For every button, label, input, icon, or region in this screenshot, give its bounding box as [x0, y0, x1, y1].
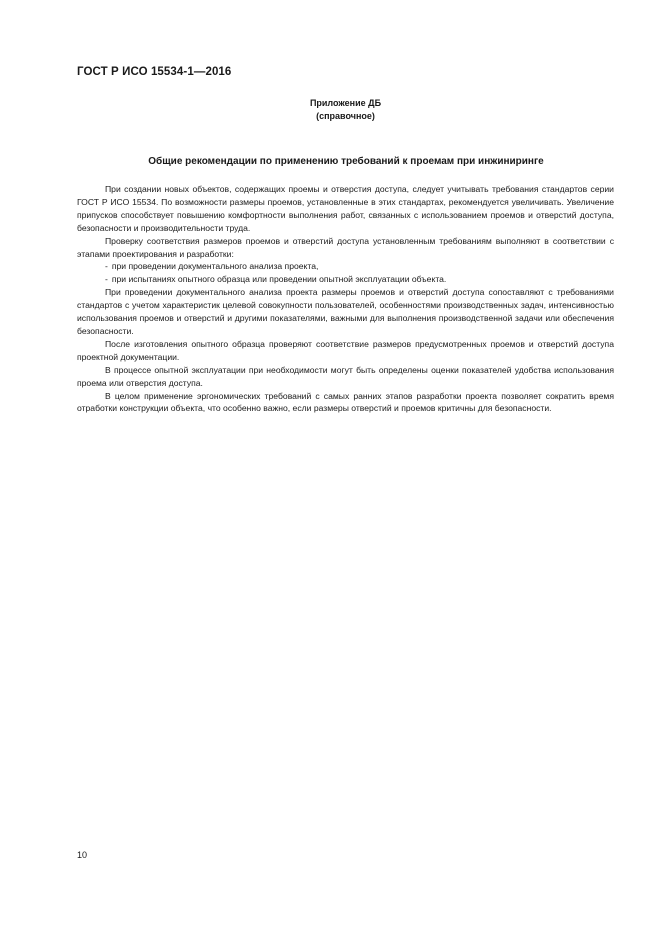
document-header-code: ГОСТ Р ИСО 15534-1—2016: [77, 66, 232, 78]
paragraph-3: При проведении документального анализа проекта размеры проемов и отверстий доступа сопоставляют с требованиями стандартов с учетом характеристик целевой совокупности пользователей, особенностями производственных задач, интенсивностью использования проемов и отверстий и другими показателями, важными для выполнения производственной задачи или обеспечения безопасности.: [77, 287, 614, 336]
paragraph-5: В процессе опытной эксплуатации при необходимости могут быть определены оценки показателей удобства использования проема или отверстия доступа.: [77, 364, 614, 388]
appendix-type: (справочное): [316, 111, 375, 121]
list-item: - при испытаниях опытного образца или проведении опытной эксплуатации объекта.: [105, 274, 447, 285]
list-marker: -: [105, 261, 108, 272]
appendix-heading: [0, 97, 661, 123]
paragraph-4: После изготовления опытного образца проверяют соответствие размеров предусмотренных проемов и отверстий доступа проектной документации.: [77, 338, 614, 362]
section-title: Общие рекомендации по применению требований к проемам при инжиниринге: [148, 156, 544, 167]
body-text: [77, 183, 614, 415]
paragraph-6: В целом применение эргономических требований с самых ранних этапов разработки проекта позволяет сократить время отработки конструкции объекта, что особенно важно, если размеры отверстий и проемов критичны для безопасности.: [77, 390, 614, 414]
list-marker: -: [105, 274, 108, 285]
page-number: 10: [77, 850, 88, 860]
paragraph-2: Проверку соответствия размеров проемов и отверстий доступа установленным требованиям выполняют в соответствии с этапами проектирования и разработки:: [77, 235, 614, 259]
list-item: - при проведении документального анализа проекта,: [105, 261, 319, 272]
paragraph-1: При создании новых объектов, содержащих проемы и отверстия доступа, следует учитывать требования стандартов серии ГОСТ Р ИСО 15534. По возможности размеры проемов, установленные в этих стандартах, рекомендуется увеличивать. Увеличение припусков способствует повышению комфортности выполнения работ, связанных с использованием проемов и отверстий доступа, безопасности и производительности труда.: [77, 184, 614, 233]
appendix-label: Приложение ДБ: [309, 98, 382, 108]
stages-list: [77, 260, 614, 286]
